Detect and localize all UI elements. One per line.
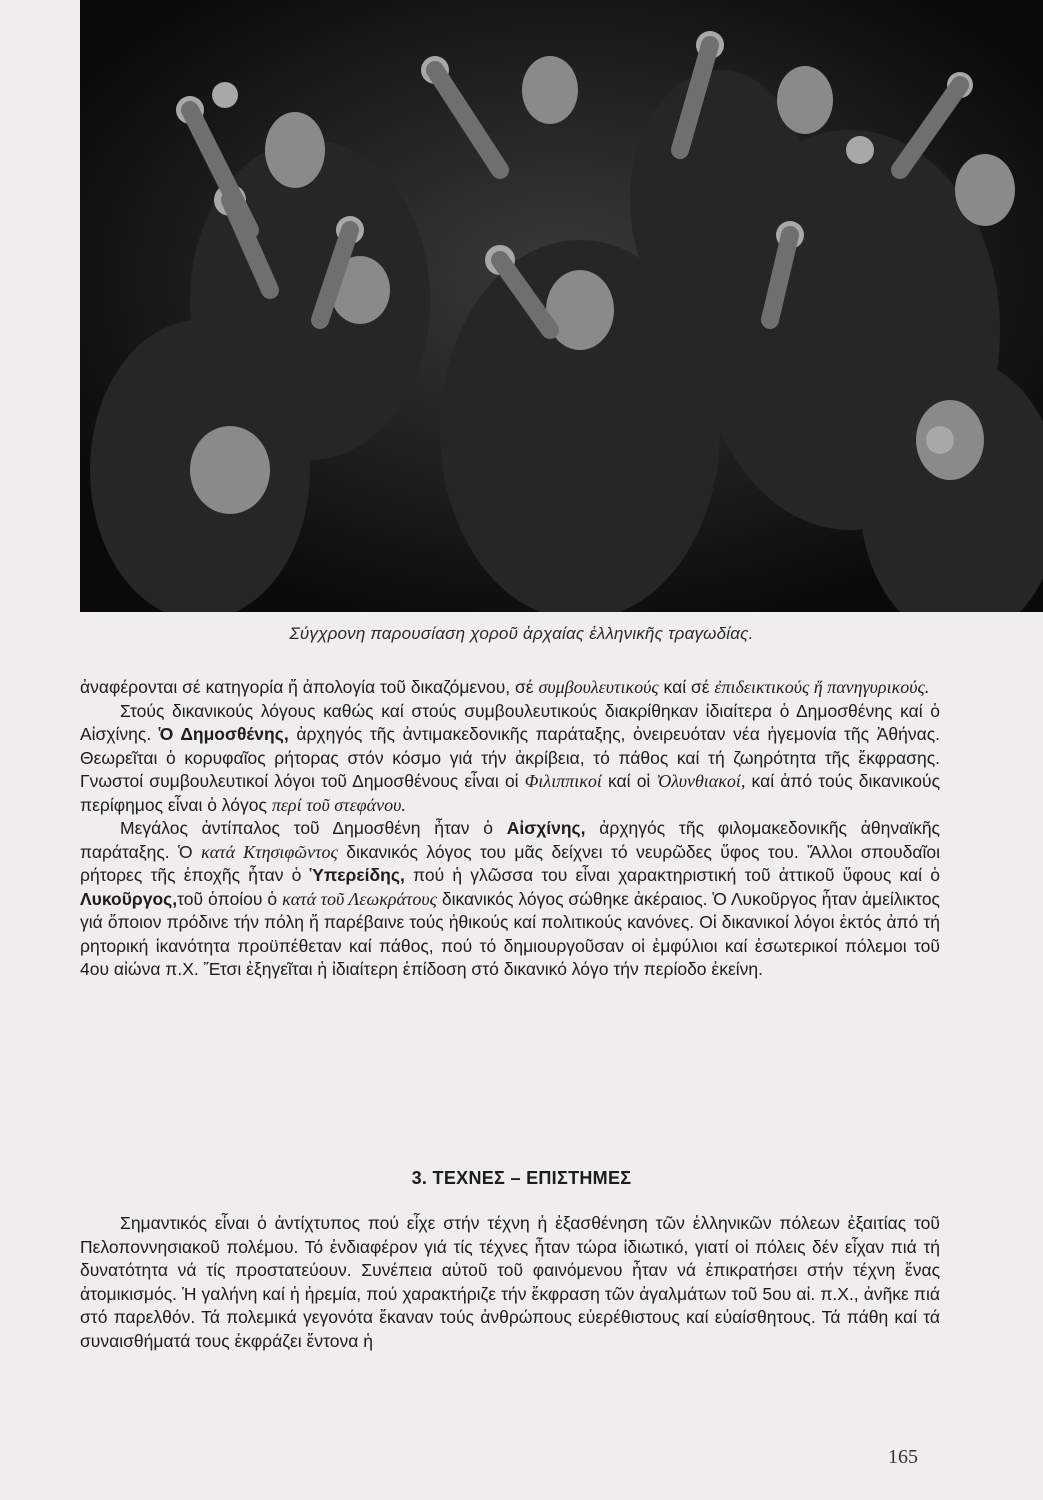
p1-italic-b: συμβουλευτικούς (538, 677, 659, 697)
p1-italic-d: ἐπιδεικτικούς ἤ πανηγυρικούς. (714, 677, 930, 697)
p3-bold-b: Αἰσχίνης, (506, 818, 586, 838)
p3-bold-h: Λυκοῦργος, (80, 888, 178, 909)
p3-italic-d: κατά Κτησιφῶντος (201, 841, 338, 862)
p2-italic-h: περί τοῦ στεφάνου. (271, 794, 406, 815)
p2-text-e: καί οἱ (601, 771, 657, 791)
p2-italic-f: Ὀλυνθιακοί, (656, 771, 746, 791)
p1-text-a: ἀναφέρονται σέ κατηγορία ἤ ἀπολογία τοῦ δικαζόμενου, σέ (80, 677, 539, 697)
p3-text-c: ἀρχηγός τῆς φιλομακεδονικῆς ἀθηναϊκῆς παράταξης. Ὁ (80, 818, 940, 862)
paragraph-2 (80, 700, 940, 818)
paragraph-3 (80, 817, 940, 982)
body-text (80, 676, 940, 982)
section-heading: 3. ΤΕΧΝΕΣ – ΕΠΙΣΤΗΜΕΣ (411, 1168, 632, 1188)
p2-text-c: ἀρχηγός τῆς ἀντιμακεδονικῆς παράταξης, ὀνειρευόταν νέα ἡγεμονία τῆς Ἀθήνας. Θεωρεῖται ὁ κορυφαῖος ρήτορας στόν κόσμο γιά τήν ἀκρίβεια, τό πάθος καί τή ζωηρότητα τῆς ἔκφρασης. Γνωστοί συμβουλευτικοί λόγοι τοῦ Δημοσθένους εἶναι οἱ (80, 724, 940, 791)
p2-text-g: καί ἀπό τούς δικανικούς περίφημος εἶναι ὁ λόγος (80, 771, 941, 815)
p3-text-k: δικανικός λόγος σώθηκε ἀκέραιος. Ὁ Λυκοῦργος ἦταν ἀμείλικτος γιά ὅποιον πρόδινε τήν πόλη ἤ παρέβαινε τούς ἠθικούς καί πολιτικούς κανόνες. Οἱ δικανικοί λόγοι ἐκτός ἀπό τή ρητορική ἱκανότητα προϋπέθεταν καί πάθος, πού τό δημιουργοῦσαν οἱ ἐμφύλιοι καί ἐσωτερικοί πόλεμοι τοῦ 4ου αἰώνα π.Χ. Ἔτσι ἐξηγεῖται ἡ ἰδιαίτερη ἐπίδοση στό δικανικό λόγο τήν περίοδο ἐκείνη. (80, 888, 940, 979)
p3-bold-f: Ὑπερείδης, (309, 865, 405, 885)
chorus-photo (80, 0, 1043, 612)
p3-text-a: Μεγάλος ἀντίπαλος τοῦ Δημοσθένη ἦταν ὁ (120, 818, 507, 838)
p3-italic-j: κατά τοῦ Λεωκράτους (282, 888, 437, 909)
p2-text-a: Στούς δικανικούς λόγους καθώς καί στούς συμβουλευτικούς διακρίθηκαν ἰδιαίτερα ὁ Δημοσθένης καί ὁ Αἰσχίνης. (80, 700, 940, 744)
p3-text-i: τοῦ ὁποίου ὁ (177, 888, 283, 909)
p1-text-c: καί σέ (658, 677, 715, 697)
paragraph-1 (80, 676, 940, 700)
page-number: 165 (888, 1446, 918, 1468)
section-paragraph: Σημαντικός εἶναι ὁ ἀντίχτυπος πού εἶχε στήν τέχνη ἡ ἐξασθένηση τῶν ἑλληνικῶν πόλεων ἐξαιτίας τοῦ Πελοποννησιακοῦ πολέμου. Τό ἐνδιαφέρον γιά τίς τέχνες ἦταν τώρα ἰδιωτικό, γιατί οἱ πόλεις δέν εἶχαν πιά τή δυνατότητα νά τίς προστατεύουν. Συνέπεια αὐτοῦ τοῦ φαινόμενου ἦταν νά ἐπικρατήσει στήν τέχνη ἕνας ἀτομικισμός. Ἡ γαλήνη καί ἡ ἠρεμία, πού χαρακτήριζε τήν ἔκφραση τῶν ἀγαλμάτων τοῦ 5ου αἰ. π.Χ., ἀνῆκε πιά στό παρελθόν. Τά πολεμικά γεγονότα ἔκαναν τούς ἀνθρώπους εὐερέθιστους καί εὐαίσθητους. Τά πάθη καί τά συναισθήματά τους ἐκφράζει ἔντονα ἡ (80, 1213, 940, 1351)
chorus-photo-icon (80, 0, 1043, 612)
p3-text-e: δικανικός λόγος του μᾶς δείχνει τό νευρῶδες ὕφος του. Ἄλλοι σπουδαῖοι ρήτορες τῆς ἐποχῆς ἦταν ὁ (80, 841, 940, 885)
p2-bold-b: Ὁ Δημοσθένης, (158, 724, 289, 744)
photo-caption: Σύγχρονη παρουσίαση χοροῦ ἀρχαίας ἑλληνικῆς τραγωδίας. (289, 624, 754, 643)
p3-text-g: πού ἡ γλῶσσα του εἶναι χαρακτηριστική τοῦ ἀττικοῦ ὕφους καί ὁ (404, 865, 940, 885)
section-text (80, 1212, 940, 1353)
p2-italic-d: Φιλιππικοί (524, 771, 602, 791)
